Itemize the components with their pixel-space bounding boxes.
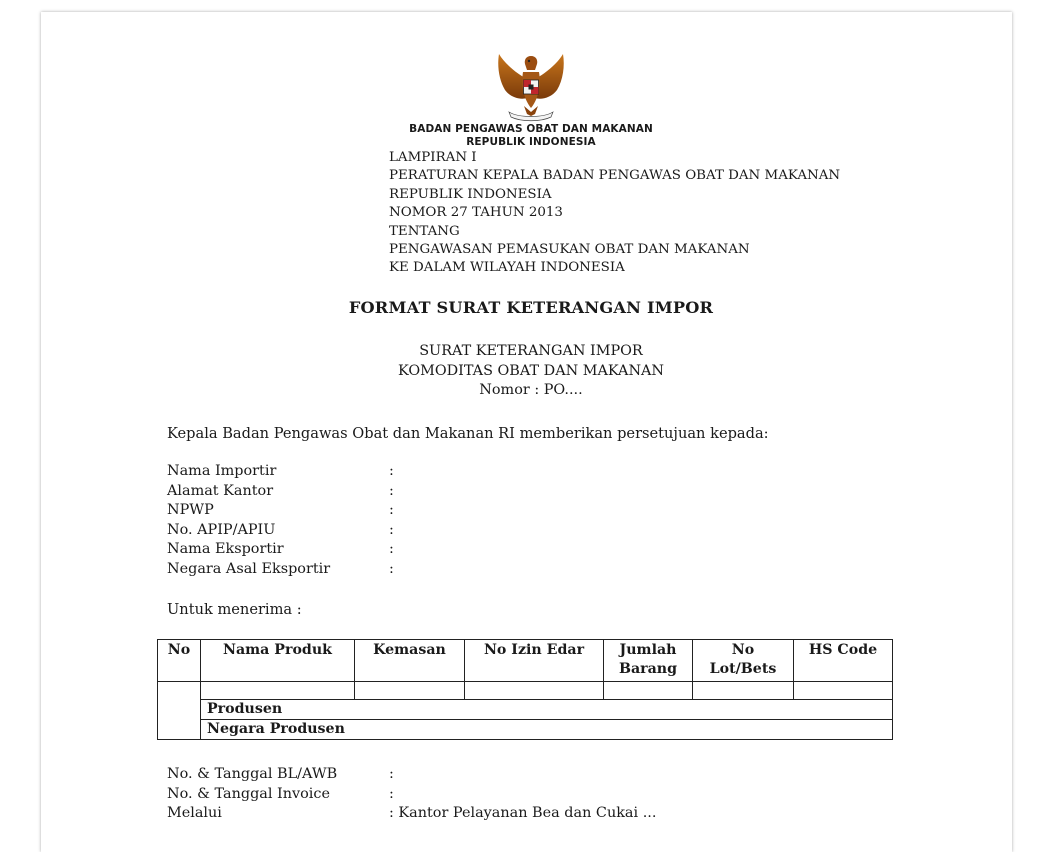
field-label: Melalui <box>167 805 222 821</box>
letter-heading-line: KOMODITAS OBAT DAN MAKANAN <box>397 362 665 379</box>
document-page <box>41 12 1012 852</box>
table-cell <box>201 682 355 700</box>
field-value: : Kantor Pelayanan Bea dan Cukai ... <box>389 805 657 821</box>
table-row <box>158 682 893 700</box>
product-table <box>157 639 893 740</box>
table-row <box>158 700 893 720</box>
lampiran-block <box>389 149 840 278</box>
field-value: : <box>389 766 394 782</box>
field-label: Negara Asal Eksportir <box>167 560 331 577</box>
table-cell <box>355 682 465 700</box>
lampiran-line: NOMOR 27 TAHUN 2013 <box>389 205 563 221</box>
lampiran-line: REPUBLIK INDONESIA <box>389 186 552 202</box>
agency-name: BADAN PENGAWAS OBAT DAN MAKANAN <box>409 123 653 135</box>
table-cell <box>604 682 693 700</box>
field-colon: : <box>389 482 394 499</box>
lampiran-line: PENGAWASAN PEMASUKAN OBAT DAN MAKANAN <box>389 242 750 258</box>
field-value: : <box>389 785 394 802</box>
header-no-lot: No Lot/Bets <box>693 640 794 682</box>
lampiran-line: PERATURAN KEPALA BADAN PENGAWAS OBAT DAN MAKANAN <box>389 168 841 184</box>
field-label: Nama Eksportir <box>167 541 284 557</box>
garuda-emblem-icon <box>491 50 571 122</box>
table-cell <box>158 682 201 740</box>
letter-heading-line: SURAT KETERANGAN IMPOR <box>419 343 643 359</box>
table-cell <box>794 682 893 700</box>
field-label: NPWP <box>167 502 214 518</box>
header-nama-produk: Nama Produk <box>201 640 355 682</box>
negara-produsen-label: Negara Produsen <box>201 720 893 740</box>
field-label: Nama Importir <box>167 463 277 479</box>
receive-label: Untuk menerima : <box>167 601 302 618</box>
field-label: No. & Tanggal BL/AWB <box>167 766 338 782</box>
agency-country: REPUBLIK INDONESIA <box>466 136 596 148</box>
header-jumlah-barang: Jumlah Barang <box>604 640 693 682</box>
header-no-izin-edar: No Izin Edar <box>465 640 604 682</box>
letter-number: Nomor : PO.... <box>479 382 583 398</box>
field-label: No. APIP/APIU <box>167 521 276 538</box>
intro-paragraph: Kepala Badan Pengawas Obat dan Makanan RI memberikan persetujuan kepada: <box>167 425 769 442</box>
header-kemasan: Kemasan <box>355 640 465 682</box>
field-label: Alamat Kantor <box>167 482 274 499</box>
document-title: FORMAT SURAT KETERANGAN IMPOR <box>348 298 714 317</box>
field-label: No. & Tanggal Invoice <box>167 785 330 802</box>
field-colon: : <box>389 463 394 479</box>
lampiran-line: LAMPIRAN I <box>389 150 477 165</box>
header-no: No <box>158 640 201 682</box>
table-cell <box>693 682 794 700</box>
field-colon: : <box>389 560 394 577</box>
produsen-label: Produsen <box>201 700 893 720</box>
field-colon: : <box>389 502 394 518</box>
lampiran-line: TENTANG <box>389 223 460 239</box>
table-cell <box>465 682 604 700</box>
field-colon: : <box>389 521 394 538</box>
table-row <box>158 720 893 740</box>
field-colon: : <box>389 541 394 557</box>
letter-heading <box>41 342 1021 401</box>
header-hs-code: HS Code <box>794 640 893 682</box>
table-header-row <box>158 640 893 682</box>
lampiran-line: KE DALAM WILAYAH INDONESIA <box>389 260 625 276</box>
